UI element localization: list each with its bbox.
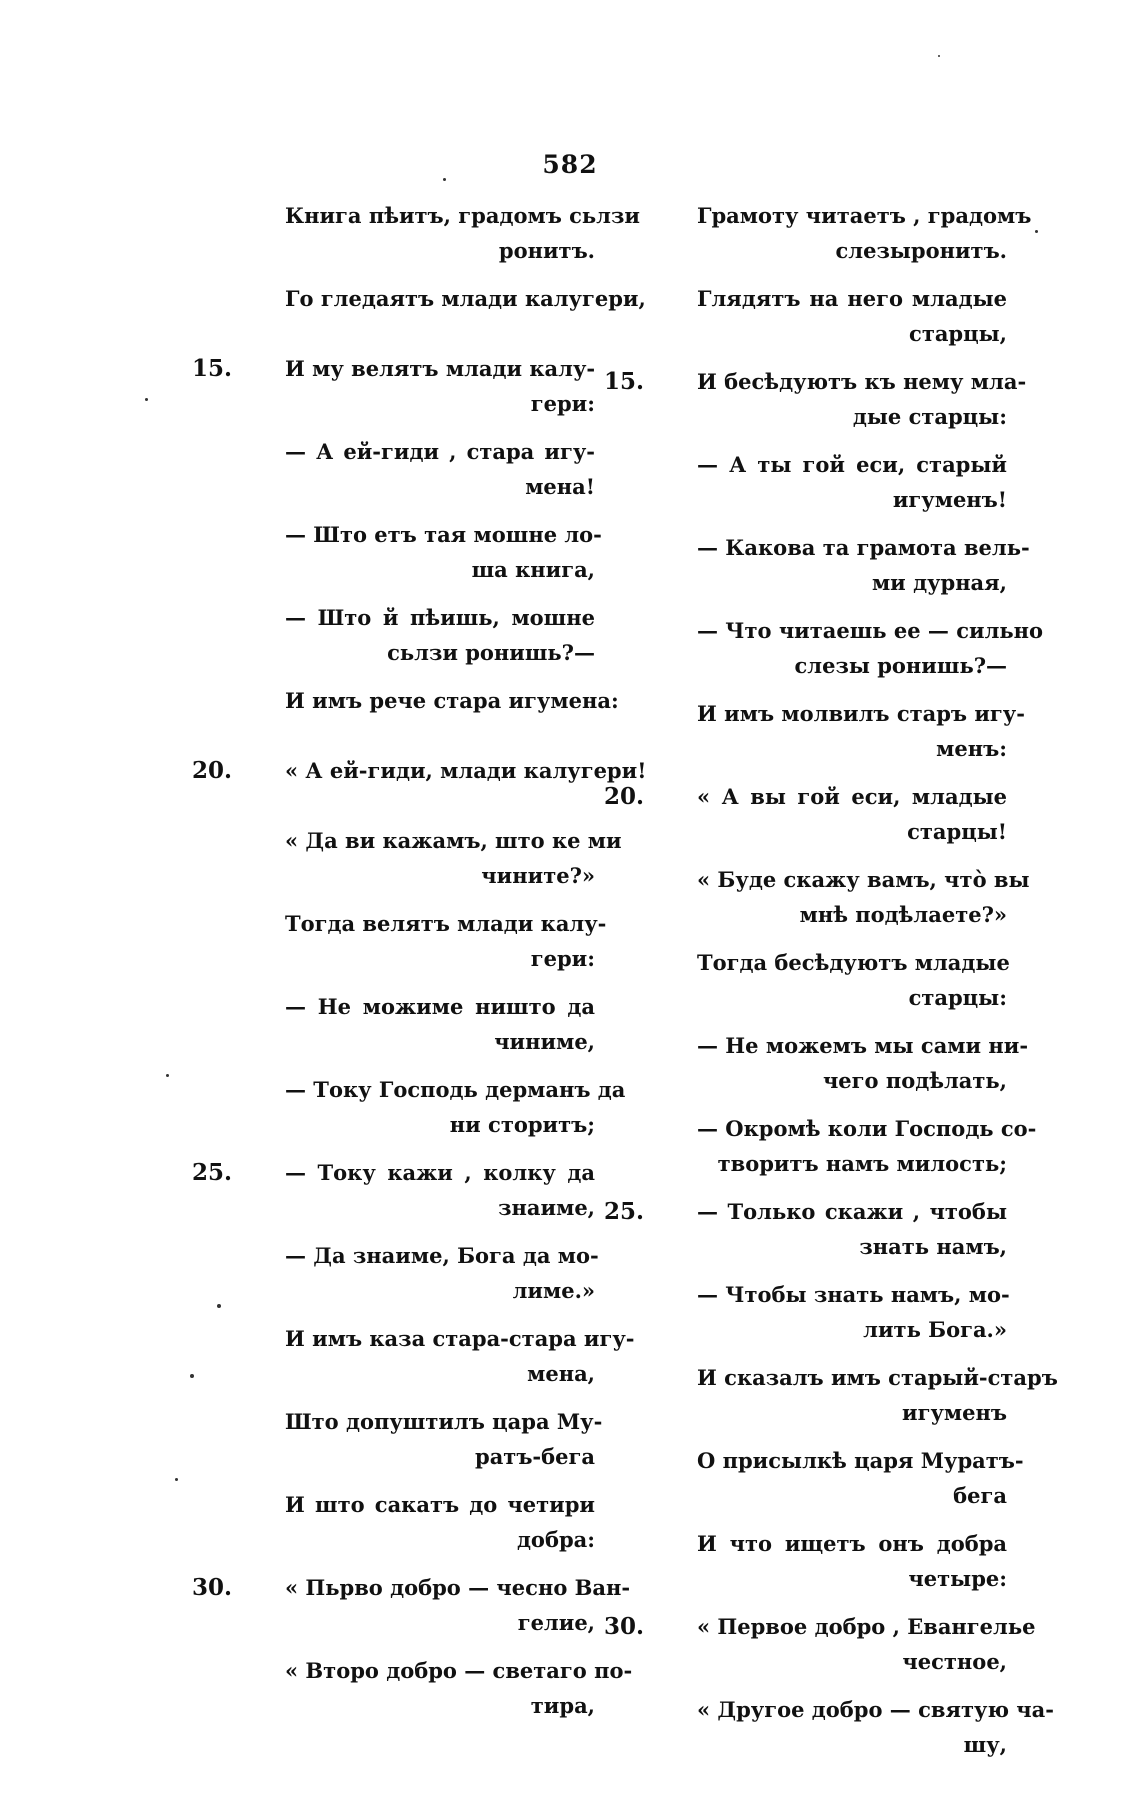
verse <box>697 530 1030 600</box>
verse-line-continuation: творитъ намъ милость; <box>717 1151 1007 1176</box>
verse <box>697 1360 1058 1430</box>
verse-line-continuation: лить Бога.» <box>863 1317 1007 1342</box>
verse <box>604 1194 1007 1264</box>
right-column-russian-translation <box>604 198 1058 1775</box>
verse <box>192 1155 595 1225</box>
verse <box>697 613 1044 683</box>
verse-line: Грамоту читаетъ , градомъ <box>697 203 1032 228</box>
verse-line: « Буде скажу вамъ, что̀ вы <box>697 867 1030 892</box>
verse <box>697 1277 1010 1347</box>
verse-line-continuation: шу, <box>963 1732 1007 1757</box>
verse-line-continuation: ми дурная, <box>871 570 1007 595</box>
verse <box>697 281 1007 351</box>
verse-line: — Какова та грамота вель- <box>697 535 1030 560</box>
verse-number: 20. <box>192 757 233 784</box>
verse-line: « А ей-гиди, млади калугери! <box>285 758 647 783</box>
verse-line: — Что читаешь ее — сильно <box>697 618 1044 643</box>
verse-number: 15. <box>192 355 233 382</box>
scan-speck <box>1035 230 1038 233</box>
verse-line: И имъ молвилъ старъ игу- <box>697 701 1025 726</box>
verse-line: И имъ каза стара-стара игу- <box>285 1326 635 1351</box>
verse-line-continuation: игуменъ <box>902 1400 1007 1425</box>
verse-line: — А ей-гиди , стара игу- <box>285 439 595 464</box>
verse-line: « Второ добро — светаго по- <box>285 1658 633 1683</box>
scan-speck <box>166 1074 169 1077</box>
verse-line: О присылкѣ царя Муратъ- <box>697 1448 1024 1473</box>
verse-number: 25. <box>192 1159 233 1186</box>
verse-line: — Не можиме ништо да <box>285 994 595 1019</box>
verse-line-continuation: старцы: <box>908 985 1007 1010</box>
verse-line-continuation: дые старцы: <box>852 404 1007 429</box>
verse-line: Книга пѣитъ, градомъ сьлзи <box>285 203 640 228</box>
verse <box>285 823 622 893</box>
verse-number: 30. <box>192 1574 233 1601</box>
verse-line: « Первое добро , Евангелье <box>697 1614 1036 1639</box>
verse-line: — Току Господь дерманъ да <box>285 1077 626 1102</box>
verse-line-continuation: старцы! <box>907 819 1007 844</box>
verse <box>285 683 619 718</box>
verse-line: — Што етъ тая мошне ло- <box>285 522 602 547</box>
verse-line-continuation: мена! <box>525 474 595 499</box>
verse-line-continuation: гери: <box>530 946 595 971</box>
verse <box>697 696 1025 766</box>
verse-line: — Окромѣ коли Господь со- <box>697 1116 1037 1141</box>
verse-line: — Току кажи , колку да <box>285 1160 595 1185</box>
verse-line-continuation: бега <box>953 1483 1007 1508</box>
verse <box>697 1111 1037 1181</box>
verse-line: — Што й пѣишь, мошне <box>285 605 595 630</box>
scan-speck <box>217 1304 221 1308</box>
verse <box>285 198 640 268</box>
verse-line-continuation: чего подѣлать, <box>822 1068 1007 1093</box>
verse-number: 25. <box>604 1198 645 1225</box>
verse-line: И что ищетъ онъ добра <box>697 1531 1007 1556</box>
verse <box>285 1404 603 1474</box>
verse-line-continuation: сьлзи ронишь?— <box>387 640 595 665</box>
verse-line-continuation: добра: <box>516 1527 595 1552</box>
verse-line: « Другое добро — святую ча- <box>697 1697 1054 1722</box>
verse-line-continuation: мена, <box>527 1361 595 1386</box>
verse-line-continuation: ни сторитъ; <box>449 1112 595 1137</box>
verse-line: « Пьрво добро — чесно Ван- <box>285 1575 631 1600</box>
verse-line-continuation: четыре: <box>908 1566 1007 1591</box>
scan-speck <box>145 398 148 401</box>
scan-speck <box>938 55 940 57</box>
verse <box>285 906 607 976</box>
verse-line-continuation: игуменъ! <box>892 487 1007 512</box>
verse-line: Што допуштилъ цара Му- <box>285 1409 603 1434</box>
verse-line: — А ты гой еси, старый <box>697 452 1007 477</box>
verse-line: « Да ви кажамъ, што ке ми <box>285 828 622 853</box>
verse <box>697 1526 1007 1596</box>
scan-speck <box>443 178 446 181</box>
verse-line: — Не можемъ мы сами ни- <box>697 1033 1029 1058</box>
verse-line-continuation: гери: <box>530 391 595 416</box>
verse-line-continuation: чиниме, <box>494 1029 595 1054</box>
verse-line: Тогда велятъ млади калу- <box>285 911 607 936</box>
verse-line: Го гледаятъ млади калугери, <box>285 286 646 311</box>
verse-line: « А вы гой еси, младые <box>697 784 1007 809</box>
verse <box>192 351 596 421</box>
verse-line-continuation: тира, <box>530 1693 595 1718</box>
verse <box>285 600 595 670</box>
verse <box>697 198 1032 268</box>
verse-line-continuation: лиме.» <box>512 1278 595 1303</box>
verse-line-continuation: честное, <box>902 1649 1007 1674</box>
verse <box>697 945 1010 1015</box>
verse-line-continuation: слезыронитъ. <box>835 238 1007 263</box>
verse-line-continuation: знать намъ, <box>859 1234 1007 1259</box>
verse <box>697 1443 1024 1513</box>
verse <box>285 434 595 504</box>
verse <box>285 1238 599 1308</box>
verse-line-continuation: ратъ-бега <box>475 1444 595 1469</box>
verse <box>285 989 595 1059</box>
verse-line-continuation: чините?» <box>481 863 595 888</box>
verse-line: И му велятъ млади калу- <box>285 356 596 381</box>
verse-number: 20. <box>604 783 645 810</box>
verse-line-continuation: слезы ронишь?— <box>794 653 1007 678</box>
verse <box>285 517 602 587</box>
verse <box>285 1321 635 1391</box>
page-number: 582 <box>542 150 598 179</box>
scan-speck <box>190 1374 194 1378</box>
verse <box>604 1609 1036 1679</box>
verse-number: 30. <box>604 1613 645 1640</box>
verse <box>192 753 647 788</box>
verse-line: — Да знаиме, Бога да мо- <box>285 1243 599 1268</box>
verse-line: Тогда бесѣдуютъ младые <box>697 950 1010 975</box>
left-column-original-text <box>192 198 647 1736</box>
verse <box>285 1487 595 1557</box>
verse <box>697 447 1007 517</box>
verse-line-continuation: гелие, <box>517 1610 595 1635</box>
verse-line: — Чтобы знать намъ, мо- <box>697 1282 1010 1307</box>
verse <box>285 281 646 316</box>
verse <box>697 1028 1029 1098</box>
verse <box>285 1653 633 1723</box>
verse-line: И сказалъ имъ старый-старъ <box>697 1365 1058 1390</box>
verse <box>192 1570 631 1640</box>
scan-speck <box>175 1478 178 1481</box>
verse-line-continuation: ронитъ. <box>498 238 595 263</box>
verse-line-continuation: знаиме, <box>498 1195 595 1220</box>
verse-line: — Только скажи , чтобы <box>697 1199 1007 1224</box>
verse-number: 15. <box>604 368 645 395</box>
verse-line: И што сакатъ до четири <box>285 1492 595 1517</box>
verse <box>604 364 1027 434</box>
verse-line-continuation: ша книга, <box>471 557 595 582</box>
verse-line-continuation: мнѣ подѣлаете?» <box>799 902 1007 927</box>
verse-line-continuation: старцы, <box>909 321 1007 346</box>
verse-line: Глядятъ на него младые <box>697 286 1007 311</box>
verse <box>697 1692 1054 1762</box>
verse <box>285 1072 626 1142</box>
verse <box>697 862 1030 932</box>
verse-line-continuation: менъ: <box>936 736 1007 761</box>
verse-line: И бесѣдуютъ къ нему мла- <box>697 369 1027 394</box>
verse-line: И имъ рече стара игумена: <box>285 688 619 713</box>
verse <box>604 779 1007 849</box>
